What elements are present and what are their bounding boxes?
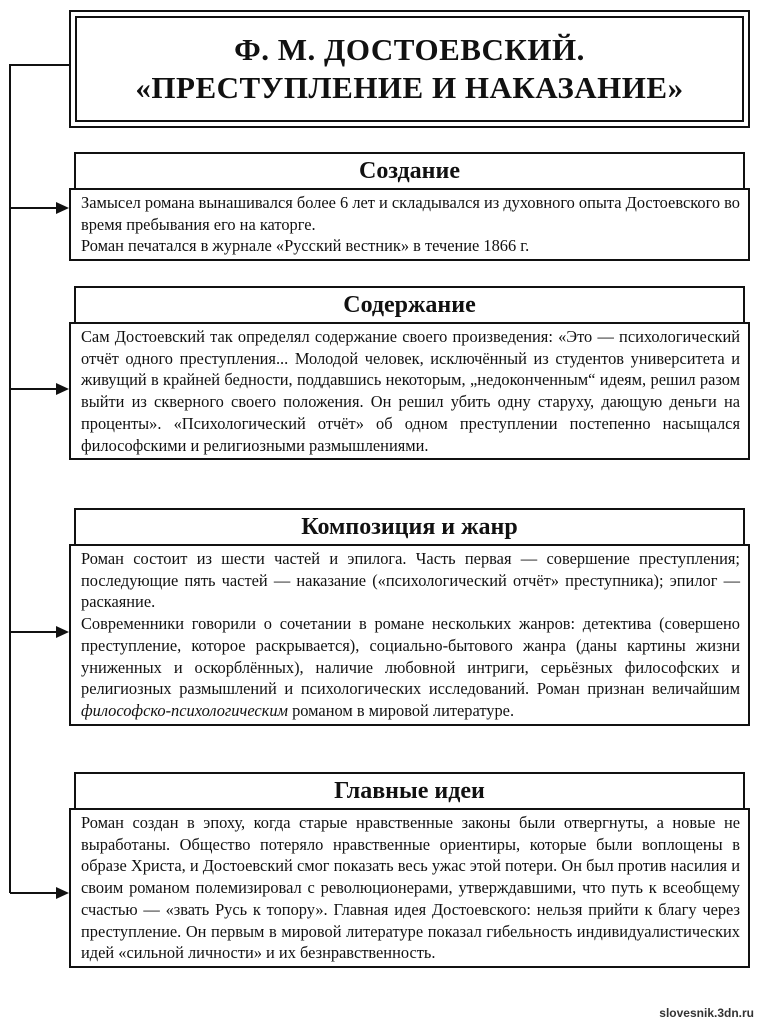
section-main-ideas <box>69 772 750 968</box>
section-heading: Содержание <box>74 286 745 322</box>
arrow-head-icon <box>56 887 69 899</box>
title-box <box>69 10 750 128</box>
title-author: Ф. М. ДОСТОЕВСКИЙ. <box>234 32 585 67</box>
arrow-head-icon <box>56 383 69 395</box>
paragraph: Роман создан в эпоху, когда старые нравственные законы были отвергнуты, а новые не выработаны. Общество потеряло нравственные ориентиры, которые были воплощены в образе Христа, и Достоевский смог показать весь ужас этой потери. Он был против насилия и своим романом полемизировал с революционерами, утверждавшими, что путь к всеобщему счастью — «звать Русь к топору». Главная идея Достоевского: нельзя прийти к благу через преступление. Он первым в мировой литературе показал гибельность индивидуалистических идей «сильной личности» и их безнравственность. <box>81 813 740 963</box>
section-heading: Главные идеи <box>74 772 745 808</box>
title-work: «ПРЕСТУПЛЕНИЕ И НАКАЗАНИЕ» <box>135 70 684 105</box>
paragraph-tail: романом в мировой литературе. <box>292 700 515 720</box>
paragraph <box>81 613 740 722</box>
paragraph: Роман печатался в журнале «Русский вестник» в течение 1866 г. <box>81 236 530 256</box>
section-body <box>69 544 750 726</box>
trunk-line <box>10 65 69 893</box>
section-body <box>69 808 750 968</box>
paragraph: Замысел романа вынашивался более 6 лет и складывался из духовного опыта Достоевского во время пребывания его на каторге. <box>81 193 741 234</box>
section-body <box>69 322 750 460</box>
section-heading: Композиция и жанр <box>74 508 745 544</box>
section-content <box>69 286 750 460</box>
section-heading: Создание <box>74 152 745 188</box>
arrow-head-icon <box>56 626 69 638</box>
italic-phrase: философско-психологическим <box>81 700 288 720</box>
paragraph: Сам Достоевский так определял содержание своего произведения: «Это — психологический отчёт одного преступления... Молодой человек, исключённый из студентов университета и живущий в крайней бедности, поддавшись некоторым, „недоконченным“ идеям, решил разом выйти из скверного своего положения. Он решил убить одну старуху, дающую деньги на проценты». «Психологический отчёт» об одном преступлении постепенно насыщался философскими и религиозными размышлениями. <box>81 327 740 455</box>
watermark: slovesnik.3dn.ru <box>659 1006 754 1020</box>
title-inner-frame <box>75 16 744 122</box>
arrow-head-icon <box>56 202 69 214</box>
section-creation <box>69 152 750 261</box>
paragraph-text: Современники говорили о сочетании в романе нескольких жанров: детектива (совершено преступление, которое раскрывается), социально-бытового жанра (даны картины жизни униженных и оскорблённых), наличие любовной интриги, серьёзных философских и религиозных размышлений и психологических исследований. Роман признан величайшим <box>81 614 740 699</box>
paragraph: Роман состоит из шести частей и эпилога. Часть первая — совершение преступления; последующие пять частей — наказание («психологический отчёт» преступника); эпилог — раскаяние. <box>81 549 740 612</box>
section-body <box>69 188 750 261</box>
section-composition <box>69 508 750 726</box>
